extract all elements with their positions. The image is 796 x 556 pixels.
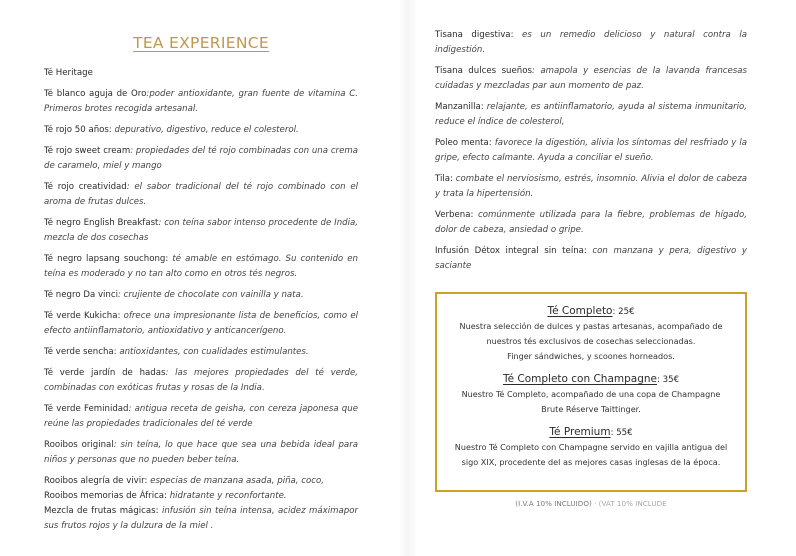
item-desc: : el sabor tradicional del té rojo combinado con el aroma de frutas dulces. — [44, 182, 358, 207]
package-line: Finger sándwiches, y scoones horneados. — [507, 351, 675, 361]
item-name: Té verde jardín de hadas — [44, 368, 166, 378]
item-desc: infusión sin teína intensa, acidez máximapor sus frutos rojos y la dulzura de la miel . — [44, 506, 359, 531]
item-name: Verbena: — [435, 210, 474, 220]
menu-item — [44, 438, 358, 468]
item-desc: : las mejores propiedades del té verde, combinadas con exóticas frutas y rosas de la India. — [44, 368, 358, 393]
menu-item — [44, 366, 358, 396]
item-desc: especias de manzana asada, piña, coco, — [147, 476, 324, 486]
package-price: : 25€ — [612, 307, 635, 317]
item-name: Té rojo creatividad — [44, 182, 127, 192]
package-line: sigo XIX, procedente del as mejores casas inglesas de la época. — [461, 457, 721, 467]
package-line: Nuestro Té Completo con Champagne servido en vajilla antigua del — [454, 442, 728, 452]
item-desc: relajante, es antiinflamatorio, ayuda al sistema inmunitario, reduce el índice de colesterol, — [435, 102, 747, 127]
item-desc: ofrece una impresionante lista de beneficios, como el efecto antiinflamatorio, antioxidativo y anticancerígeno. — [44, 311, 358, 336]
tax-note — [435, 499, 747, 508]
item-name: Manzanilla: — [435, 102, 484, 112]
menu-item — [44, 123, 358, 138]
left-column — [44, 34, 358, 534]
menu-item — [44, 180, 358, 210]
item-name: Té negro Da vinci — [44, 290, 118, 300]
menu-item — [44, 504, 358, 534]
package-line: nuestros tés exclusivos de cosechas seleccionadas. — [486, 336, 696, 346]
item-name: Tisana dulces sueños — [435, 66, 532, 76]
item-desc: : antigua receta de geisha, con cereza japonesa que reúne las propiedades tradicionales del té verde — [44, 404, 358, 429]
item-name: Té negro English Breakfast — [44, 218, 159, 228]
tax-note-sep: · — [591, 499, 599, 508]
item-name: Té Heritage — [44, 68, 93, 78]
item-desc: :poder antioxidante, gran fuente de vitamina C. Primeros brotes recogida artesanal. — [44, 89, 358, 114]
package-line: Nuestra selección de dulces y pastas artesanas, acompañado de — [459, 321, 723, 331]
package-line: Nuestro Té Completo, acompañado de una copa de Champagne — [461, 389, 721, 399]
item-name: Rooibos alegría de vivir: — [44, 476, 148, 486]
item-desc: : amapola y esencias de la lavanda francesas cuidadas y mezcladas par aun momento de paz. — [435, 66, 747, 91]
menu-item — [44, 87, 358, 117]
menu-item — [44, 216, 358, 246]
package-price: : 55€ — [610, 428, 633, 438]
packages-box — [435, 292, 747, 492]
package-title — [437, 304, 745, 319]
menu-item — [44, 252, 358, 282]
item-desc: : propiedades del té rojo combinadas con una crema de caramelo, miel y mango — [44, 146, 358, 171]
item-desc: con manzana y pera, digestivo y saciante — [435, 246, 747, 271]
package-title — [437, 372, 745, 387]
menu-item — [435, 64, 747, 94]
item-name: Rooibos original — [44, 440, 114, 450]
item-desc: hidratante y reconfortante. — [166, 491, 287, 501]
item-desc: depurativo, digestivo, reduce el colesterol. — [111, 125, 299, 135]
menu-item — [44, 144, 358, 174]
item-desc: comúnmente utilizada para la fiebre, problemas de hígado, dolor de cabeza, ansiedad o gripe. — [435, 210, 747, 235]
item-name: Té verde Kukicha: — [44, 311, 121, 321]
item-name: Rooibos memorias de África: — [44, 491, 167, 501]
package-name: Té Completo — [547, 305, 613, 317]
menu-title: TEA EXPERIENCE — [133, 34, 269, 52]
item-desc: : con teína sabor intenso procedente de India, mezcla de dos cosechas — [44, 218, 358, 243]
menu-item — [44, 474, 358, 489]
item-name: Té rojo sweet cream — [44, 146, 131, 156]
menu-item — [435, 136, 747, 166]
item-desc: : crujiente de chocolate con vainilla y nata. — [117, 290, 304, 300]
item-desc: antioxidantes, con cualidades estimulantes. — [116, 347, 309, 357]
item-name: Té verde sencha: — [44, 347, 117, 357]
package-name: Té Premium — [549, 426, 611, 438]
menu-item — [44, 345, 358, 360]
menu-item — [44, 309, 358, 339]
menu-item — [44, 288, 358, 303]
menu-item — [44, 489, 358, 504]
item-name: Tila: — [435, 174, 453, 184]
item-name: Poleo menta: — [435, 138, 492, 148]
item-desc: té amable en estómago. Su contenido en teína es moderado y no tan alto como en otros tés negros. — [44, 254, 358, 279]
item-name: Mezcla de frutas mágicas: — [44, 506, 159, 516]
item-desc: favorece la digestión, alivia los síntomas del resfriado y la gripe, efecto calmante. Ayuda a conciliar el sueño. — [435, 138, 748, 163]
item-name: Té rojo 50 años: — [44, 125, 112, 135]
right-column — [435, 28, 747, 280]
item-name: Tisana digestiva: — [435, 30, 514, 40]
tax-note-es: (I.V.A 10% INCLUIDO) — [515, 499, 592, 508]
menu-item — [44, 402, 358, 432]
package-name: Té Completo con Champagne — [502, 373, 658, 385]
package-price: : 35€ — [657, 375, 680, 385]
tax-note-en: (VAT 10% INCLUDE — [598, 499, 667, 508]
item-desc: : sin teína, lo que hace que sea una bebida ideal para niños y personas que no pueden beber teína. — [44, 440, 358, 465]
item-name: Infusión Détox integral sin teína: — [435, 246, 587, 256]
menu-item — [435, 244, 747, 274]
item-name: Té verde Feminidad — [44, 404, 129, 414]
package-title — [437, 425, 745, 440]
item-name: Té negro lapsang souchong: — [44, 254, 169, 264]
page-fold-shadow — [398, 0, 418, 556]
package-line: Brute Réserve Taittinger. — [541, 404, 641, 414]
menu-item — [435, 208, 747, 238]
menu-item — [44, 66, 358, 81]
menu-item — [435, 28, 747, 58]
menu-item — [435, 100, 747, 130]
item-desc: es un remedio delicioso y natural contra la indigestión. — [435, 30, 747, 55]
item-desc: combate el nerviosismo, estrés, insomnio. Alivia el dolor de cabeza y trata la hipertensión. — [435, 174, 747, 199]
menu-item — [435, 172, 747, 202]
item-name: Té blanco aguja de Oro — [44, 89, 147, 99]
